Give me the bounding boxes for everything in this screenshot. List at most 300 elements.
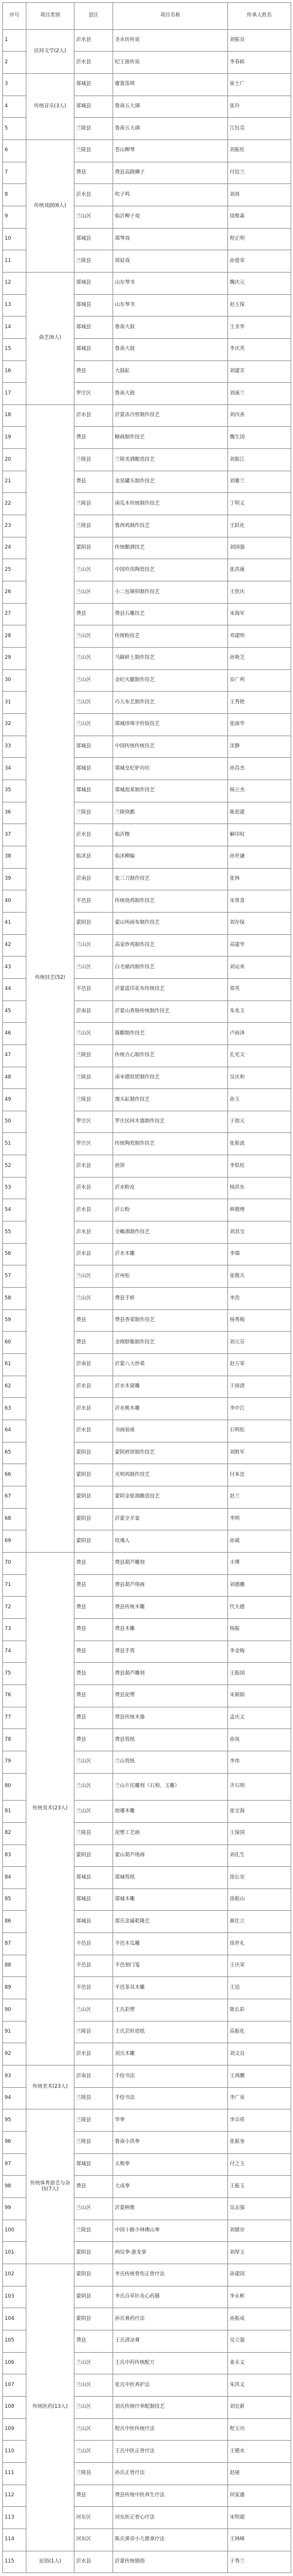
county-cell: 平邑县 <box>74 1933 113 1955</box>
project-name-cell: 王氏芸轩造纸 <box>113 2021 228 2043</box>
row-number: 80 <box>3 1773 26 1801</box>
inheritor-cell: 刘厚玉 <box>228 2242 291 2264</box>
project-name-cell: 郯城珍珠字铃饭技艺 <box>113 714 228 736</box>
inheritor-cell: 姜永义 <box>228 2352 291 2374</box>
project-name-cell: 平邑木瓜雕 <box>113 1933 228 1955</box>
county-cell: 平邑县 <box>74 890 113 913</box>
county-cell: 费县 <box>74 2485 113 2507</box>
inheritor-cell: 赵兰 <box>228 1486 291 1508</box>
project-name-cell: 费县传统中医养生疗法 <box>113 2485 228 2507</box>
project-name-cell: 金星罐头制作技艺 <box>113 471 228 493</box>
project-name-cell: 鲁南大鼓 <box>113 383 228 405</box>
row-number: 69 <box>3 1530 26 1553</box>
county-cell: 沂水县 <box>74 1420 113 1442</box>
row-number: 73 <box>3 1618 26 1641</box>
county-cell: 郯城县 <box>74 780 113 802</box>
county-cell: 郯城县 <box>74 1867 113 1889</box>
inheritor-cell: 孙爱荣 <box>228 250 291 273</box>
project-name-cell: 鲁南大鼓 <box>113 317 228 339</box>
project-name-cell: 孙氏正骨疗法 <box>113 2462 228 2485</box>
county-cell: 兰山区 <box>74 692 113 714</box>
county-cell: 兰陵县 <box>74 1044 113 1067</box>
project-name-cell: 太极拳 <box>113 2153 228 2176</box>
project-name-cell: 临沭柳编 <box>113 846 228 868</box>
project-name-cell: 南米德铁钯制作技艺 <box>113 1067 228 1089</box>
row-number: 70 <box>3 1552 26 1574</box>
county-cell: 兰陵县 <box>74 802 113 824</box>
project-name-cell: 郯城剪纸 <box>113 1867 228 1889</box>
project-name-cell: 刘氏传统疗养配制技艺 <box>113 2396 228 2418</box>
county-cell: 蒙阴县 <box>74 1530 113 1553</box>
inheritor-cell: 吴庆和 <box>228 1067 291 1089</box>
project-name-cell: 糖画制作技艺 <box>113 427 228 449</box>
county-cell: 费县 <box>74 2330 113 2352</box>
county-cell: 沂水县 <box>74 1199 113 1221</box>
county-cell: 兰陵县 <box>74 2087 113 2109</box>
project-name-cell: 玫瑰人 <box>113 1530 228 1553</box>
row-number: 8 <box>3 184 26 206</box>
inheritor-cell: 刘振良 <box>228 29 291 52</box>
row-number: 12 <box>3 272 26 294</box>
inheritor-cell: 崔士广 <box>228 73 291 96</box>
county-cell: 兰陵县 <box>74 515 113 537</box>
inheritor-cell: 王保国 <box>228 1822 291 1845</box>
row-number: 37 <box>3 824 26 846</box>
inheritor-cell: 张玲 <box>228 96 291 118</box>
row-number: 2 <box>3 52 26 74</box>
project-name-cell: 李氏传统骨伤正骨疗法 <box>113 2264 228 2286</box>
project-name-cell: 传统粉技艺 <box>113 625 228 648</box>
row-number: 54 <box>3 1199 26 1221</box>
row-number: 91 <box>3 2021 26 2043</box>
inheritor-cell: 吴志强 <box>228 2198 291 2220</box>
inheritor-cell: 杨秀梅 <box>228 1309 291 1332</box>
row-number: 106 <box>3 2352 26 2374</box>
project-name-cell: 陈氏黄帝小儿推拿疗法 <box>113 2529 228 2551</box>
row-number: 107 <box>3 2374 26 2397</box>
county-cell: 费县 <box>74 1332 113 1354</box>
row-number: 33 <box>3 736 26 758</box>
inheritor-cell: 李瑞 <box>228 1243 291 1265</box>
row-number: 87 <box>3 1933 26 1955</box>
inheritor-cell: 朱洪义 <box>228 2374 291 2397</box>
category-cell: 民间文学(2人) <box>26 29 74 73</box>
inheritor-cell: 赵玉保 <box>228 294 291 317</box>
project-name-cell: 临沂柳子戏 <box>113 206 228 228</box>
county-cell: 郯城县 <box>74 317 113 339</box>
row-number: 7 <box>3 162 26 184</box>
county-cell: 兰山区 <box>74 1999 113 2022</box>
inheritor-cell: 张丽华 <box>228 714 291 736</box>
inheritor-cell: 齐石明 <box>228 1773 291 1801</box>
inheritor-cell: 宋海军 <box>228 603 291 625</box>
row-number: 44 <box>3 978 26 1001</box>
county-cell: 兰陵县 <box>74 1089 113 1111</box>
inheritor-cell: 付本忠 <box>228 1464 291 1486</box>
row-number: 74 <box>3 1641 26 1663</box>
inheritor-cell: 李金梅 <box>228 1641 291 1663</box>
project-name-cell: 中国传统传统技艺 <box>113 736 228 758</box>
county-cell: 费县 <box>74 1597 113 1619</box>
county-cell: 兰山区 <box>74 581 113 604</box>
row-number: 39 <box>3 868 26 890</box>
row-number: 68 <box>3 1508 26 1530</box>
row-number: 10 <box>3 228 26 250</box>
county-cell: 兰山区 <box>74 2396 113 2418</box>
project-name-cell: 煎饼 <box>113 1155 228 1178</box>
inheritor-cell: 李广泉 <box>228 2087 291 2109</box>
row-number: 38 <box>3 846 26 868</box>
project-name-cell: 马蹄碎土制作技艺 <box>113 648 228 670</box>
project-name-cell: 吹子鸣 <box>113 184 228 206</box>
row-number: 62 <box>3 1376 26 1398</box>
project-name-cell: 传统烧鸡制作技艺 <box>113 890 228 913</box>
header-inheritor: 传承人姓名 <box>228 3 291 30</box>
row-number: 76 <box>3 1685 26 1707</box>
county-cell: 兰山区 <box>74 2352 113 2374</box>
row-number: 97 <box>3 2153 26 2176</box>
row-number: 56 <box>3 1243 26 1265</box>
row-number: 90 <box>3 1999 26 2022</box>
county-cell: 费县 <box>74 162 113 184</box>
inheritor-cell: 赵万荣 <box>228 1354 291 1376</box>
county-cell: 郯城县 <box>74 294 113 317</box>
county-cell: 沂水县 <box>74 1155 113 1178</box>
row-number: 113 <box>3 2507 26 2529</box>
inheritor-cell: 刘存保 <box>228 912 291 934</box>
inheritor-cell: 李庆英 <box>228 338 291 360</box>
inheritor-cell: 徐维森 <box>228 206 291 228</box>
row-number: 96 <box>3 2132 26 2154</box>
table-row <box>3 2065 291 2088</box>
row-number: 41 <box>3 912 26 934</box>
project-name-cell: 费县高跷狮子 <box>113 162 228 184</box>
inheritor-cell: 张振奎 <box>228 2132 291 2154</box>
project-name-cell: 中国十路少林佛山拳 <box>113 2220 228 2242</box>
row-number: 23 <box>3 515 26 537</box>
inheritor-cell: 刘德鹏 <box>228 1574 291 1597</box>
row-number: 45 <box>3 1001 26 1023</box>
row-number: 81 <box>3 1801 26 1823</box>
inheritor-cell: 李浩 <box>228 1288 291 1310</box>
inheritor-cell: 邓建明 <box>228 625 291 648</box>
row-number: 85 <box>3 1888 26 1911</box>
inheritor-cell: 张洪康 <box>228 559 291 581</box>
project-name-cell: 大成拳 <box>113 2176 228 2198</box>
county-cell: 费县 <box>74 1685 113 1707</box>
inheritor-cell: 孟庆义 <box>228 1707 291 1729</box>
header-name: 项目名称 <box>113 3 228 30</box>
project-name-cell: 传统陶瓷制作技艺 <box>113 1133 228 1155</box>
county-cell: 沂水县 <box>74 2043 113 2065</box>
project-name-cell: 全蝎酒制作技艺 <box>113 1221 228 1244</box>
county-cell: 郯城县 <box>74 1911 113 1933</box>
county-cell: 兰陵县 <box>74 250 113 273</box>
row-number: 64 <box>3 1420 26 1442</box>
inheritor-cell: 张敬兵 <box>228 1265 291 1288</box>
row-number: 42 <box>3 934 26 957</box>
project-name-cell: 王氏清凉膏 <box>113 2330 228 2352</box>
row-number: 114 <box>3 2529 26 2551</box>
inheritor-cell: 徐振山 <box>228 1888 291 1911</box>
county-cell: 蒙阴县 <box>74 2242 113 2264</box>
inheritor-cell: 代夫德 <box>228 1597 291 1619</box>
category-cell: 传统体育游艺与杂技(7人) <box>26 2109 74 2264</box>
row-number: 47 <box>3 1044 26 1067</box>
table-row <box>3 2109 291 2132</box>
inheritor-cell: 李永彬 <box>228 2286 291 2308</box>
row-number: 60 <box>3 1332 26 1354</box>
table-row <box>3 2264 291 2286</box>
inheritor-cell: 徐长安 <box>228 1867 291 1889</box>
inheritor-cell: 刘宏新 <box>228 2396 291 2418</box>
row-number: 48 <box>3 1067 26 1089</box>
inheritor-cell: 孙斌 <box>228 1530 291 1553</box>
county-cell: 兰陵县 <box>74 118 113 140</box>
project-name-cell: 泥塑工艺画 <box>113 1822 228 1845</box>
row-number: 115 <box>3 2551 26 2573</box>
project-name-cell: 郯城木雕 <box>113 1888 228 1911</box>
project-name-cell: 鲁南五大调 <box>113 96 228 118</box>
inheritor-cell: 于拙元 <box>228 1111 291 1133</box>
row-number: 9 <box>3 206 26 228</box>
county-cell: 罗庄区 <box>74 1111 113 1133</box>
row-number: 84 <box>3 1867 26 1889</box>
county-cell: 蒙阴县 <box>74 1486 113 1508</box>
row-number: 101 <box>3 2242 26 2264</box>
county-cell: 郯城县 <box>74 1888 113 1911</box>
county-cell: 费县 <box>74 1663 113 1685</box>
row-number: 16 <box>3 360 26 383</box>
county-cell: 蒙阴县 <box>74 2286 113 2308</box>
project-name-cell: 沂蒙全羊宴 <box>113 1508 228 1530</box>
county-cell: 蒙阴县 <box>74 1464 113 1486</box>
county-cell: 郯城县 <box>74 338 113 360</box>
inheritor-cell: 刘孔生 <box>228 1845 291 1867</box>
county-cell: 沂水县 <box>74 29 113 52</box>
county-cell: 沂水县 <box>74 1177 113 1199</box>
inheritor-cell: 王鸿鹏 <box>228 2065 291 2088</box>
inheritor-cell: 孙振成 <box>228 2308 291 2330</box>
project-name-cell: 馒头缸制作技艺 <box>113 1089 228 1111</box>
county-cell: 兰山区 <box>74 206 113 228</box>
inheritor-cell: 吴立强 <box>228 2330 291 2352</box>
project-name-cell: 费县石雕技艺 <box>113 603 228 625</box>
county-cell: 费县 <box>74 1618 113 1641</box>
inheritor-cell: 杨振 <box>228 1618 291 1641</box>
row-number: 51 <box>3 1133 26 1155</box>
county-cell: 兰山区 <box>74 1288 113 1310</box>
inheritor-cell: 赵丽 <box>228 2462 291 2485</box>
row-number: 34 <box>3 758 26 780</box>
project-name-cell: 金刚脖脆制作技艺 <box>113 1332 228 1354</box>
row-number: 61 <box>3 1354 26 1376</box>
county-cell: 沂水县 <box>74 1376 113 1398</box>
row-number: 95 <box>3 2109 26 2132</box>
project-name-cell: 庸篦笛唢 <box>113 73 228 96</box>
county-cell: 郯城县 <box>74 272 113 294</box>
project-name-cell: 费县香菜制作技艺 <box>113 1309 228 1332</box>
row-number: 89 <box>3 1977 26 1999</box>
row-number: 77 <box>3 1707 26 1729</box>
inheritor-cell: 何家惠 <box>228 2485 291 2507</box>
project-name-cell: 琅琊木雕 <box>113 1801 228 1823</box>
county-cell: 费县 <box>74 1641 113 1663</box>
project-name-cell: 张三刀制作技艺 <box>113 868 228 890</box>
inheritor-cell: 郑英 <box>228 978 291 1001</box>
project-name-cell: 鲁南大鼓 <box>113 338 228 360</box>
project-name-cell: 大鼓缸 <box>113 360 228 383</box>
project-name-cell: 罗庄民间木器制作技艺 <box>113 1111 228 1133</box>
row-number: 24 <box>3 537 26 559</box>
row-number: 50 <box>3 1111 26 1133</box>
table-row <box>3 2551 291 2573</box>
row-number: 79 <box>3 1751 26 1773</box>
project-name-cell: 费县葫芦雕刻 <box>113 1663 228 1685</box>
row-number: 67 <box>3 1486 26 1508</box>
row-number: 59 <box>3 1309 26 1332</box>
project-name-cell: 传统酿酒技艺 <box>113 537 228 559</box>
project-name-cell: 张氏中医养护法 <box>113 2374 228 2397</box>
county-cell: 蒙阴县 <box>74 537 113 559</box>
row-number: 46 <box>3 1023 26 1045</box>
row-number: 35 <box>3 780 26 802</box>
project-name-cell: 酱醋制作技艺 <box>113 1023 228 1045</box>
row-number: 28 <box>3 625 26 648</box>
category-cell: 传统美术(23人) <box>26 1552 74 2065</box>
project-name-cell: 鲁南小洪拳 <box>113 2132 228 2154</box>
row-number: 78 <box>3 1729 26 1751</box>
row-number: 93 <box>3 2065 26 2088</box>
inheritor-cell: 王欣庆 <box>228 581 291 604</box>
county-cell: 兰山区 <box>74 559 113 581</box>
row-number: 53 <box>3 1177 26 1199</box>
project-name-cell: 高家炒鸡制作技艺 <box>113 934 228 957</box>
county-cell: 费县 <box>74 2176 113 2198</box>
row-number: 102 <box>3 2264 26 2286</box>
row-number: 49 <box>3 1089 26 1111</box>
project-name-cell: 费县传统木雕 <box>113 1597 228 1619</box>
project-name-cell: 费县传统木器 <box>113 1707 228 1729</box>
county-cell: 蒙阴县 <box>74 2264 113 2286</box>
county-cell: 兰山区 <box>74 2374 113 2397</box>
project-name-cell: 沂公粉 <box>113 1199 228 1221</box>
inheritor-cell: 王庆荣 <box>228 1955 291 1977</box>
county-cell: 沂水县 <box>74 184 113 206</box>
project-name-cell: 鲁西鸡制作技艺 <box>113 515 228 537</box>
project-name-cell: 鲁南五大调 <box>113 118 228 140</box>
row-number: 103 <box>3 2286 26 2308</box>
project-name-cell: 光明鸡制作技艺 <box>113 1464 228 1486</box>
inheritor-cell: 刘文良 <box>228 2043 291 2065</box>
row-number: 105 <box>3 2330 26 2352</box>
inheritor-cell: 徐世礼 <box>228 1933 291 1955</box>
row-number: 108 <box>3 2396 26 2418</box>
county-cell: 费县 <box>74 1729 113 1751</box>
row-number: 15 <box>3 338 26 360</box>
inheritor-cell: 江钰亮 <box>228 118 291 140</box>
table-row <box>3 404 291 427</box>
inheritor-cell: 丁明义 <box>228 493 291 515</box>
table-body <box>3 29 291 2573</box>
row-number: 109 <box>3 2418 26 2441</box>
project-name-cell: 兰陵美酒酿造技艺 <box>113 449 228 471</box>
inheritor-cell: 张林 <box>228 868 291 890</box>
county-cell: 兰陵县 <box>74 493 113 515</box>
row-number: 94 <box>3 2087 26 2109</box>
inheritor-cell: 石明松 <box>228 1420 291 1442</box>
row-number: 13 <box>3 294 26 317</box>
county-cell: 费县 <box>74 471 113 493</box>
project-name-cell: 平邑茶具木雕 <box>113 1977 228 1999</box>
inheritor-cell: 刘雅兰 <box>228 471 291 493</box>
inheritor-cell: 孙世谦 <box>228 846 291 868</box>
row-number: 104 <box>3 2308 26 2330</box>
county-cell: 河东区 <box>74 2529 113 2551</box>
project-name-cell: 沂蒙蓝印花布传统技艺 <box>113 978 228 1001</box>
inheritor-cell: 刘运来 <box>228 957 291 979</box>
county-cell: 蒙阴县 <box>74 1442 113 1464</box>
inheritor-cell: 刘振江 <box>228 449 291 471</box>
category-cell: 传统音乐(3人) <box>26 73 74 139</box>
county-cell: 兰山区 <box>74 714 113 736</box>
project-name-cell: 华拳 <box>113 2109 228 2132</box>
inheritor-cell: 李铁柱 <box>228 1155 291 1178</box>
project-name-cell: 南瓜木传统制作技艺 <box>113 493 228 515</box>
row-number: 31 <box>3 692 26 714</box>
inheritor-cell: 孔宪文 <box>228 1044 291 1067</box>
project-name-cell: 沂水木窗雕 <box>113 1376 228 1398</box>
county-cell: 沂水县 <box>74 52 113 74</box>
inheritor-cell: 刘康兰 <box>228 383 291 405</box>
inheritor-cell: 李宗祥 <box>228 2109 291 2132</box>
inheritor-cell: 王振国 <box>228 1663 291 1685</box>
table-row <box>3 272 291 294</box>
project-name-cell: 郯氏金属乾隆艺 <box>113 1911 228 1933</box>
project-name-cell: 巧儿布艺制作技艺 <box>113 692 228 714</box>
project-name-cell: 刘氏木雕 <box>113 2043 228 2065</box>
inheritor-cell: 李春候 <box>228 52 291 74</box>
inheritor-cell: 程正明 <box>228 228 291 250</box>
category-cell: 曲艺(6人) <box>26 272 74 404</box>
row-number: 63 <box>3 1398 26 1420</box>
county-cell: 兰山区 <box>74 957 113 979</box>
inheritor-cell: 付之玉 <box>228 2153 291 2176</box>
county-cell: 沂水县 <box>74 1221 113 1244</box>
row-number: 82 <box>3 1822 26 1845</box>
inheritor-cell: 魏生国 <box>228 427 291 449</box>
county-cell: 兰陵县 <box>74 1067 113 1089</box>
project-name-cell: 沂蒙传统婚俗 <box>113 2551 228 2573</box>
project-name-cell: 书画装裱 <box>113 1420 228 1442</box>
project-name-cell: 传统点心制作技艺 <box>113 1044 228 1067</box>
inheritor-cell: 王德水 <box>228 2441 291 2463</box>
project-name-cell: 程氏中医传统疗法 <box>113 2418 228 2441</box>
inheritor-cell: 李明 <box>228 1508 291 1530</box>
row-number: 26 <box>3 581 26 604</box>
project-name-cell: 圣水坊传说 <box>113 29 228 52</box>
project-name-cell: 兰陵烧鹅 <box>113 802 228 824</box>
project-name-cell: 小二包铜卯制作技艺 <box>113 581 228 604</box>
project-name-cell: 费县手剪 <box>113 1641 228 1663</box>
county-cell: 沂水县 <box>74 824 113 846</box>
inheritor-cell: 杨立杰 <box>228 780 291 802</box>
row-number: 83 <box>3 1845 26 1867</box>
row-number: 57 <box>3 1265 26 1288</box>
row-number: 14 <box>3 317 26 339</box>
county-cell: 郯城县 <box>74 2153 113 2176</box>
inheritor-cell: 刘国强 <box>228 537 291 559</box>
